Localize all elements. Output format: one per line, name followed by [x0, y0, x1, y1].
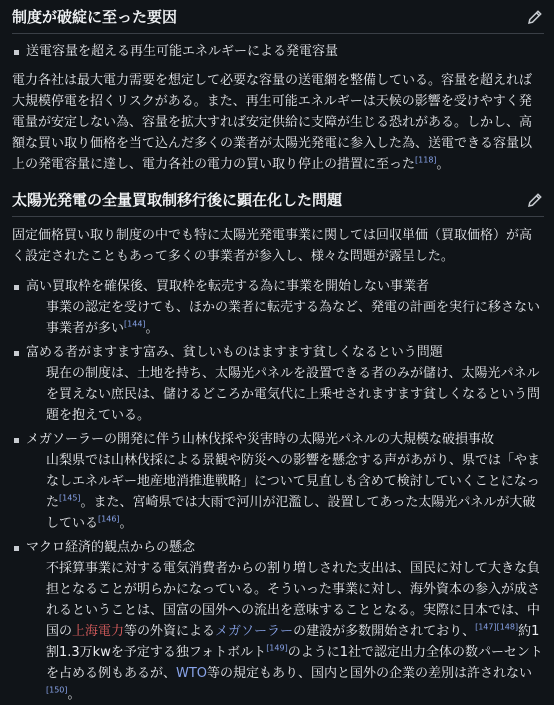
section-heading-row — [12, 6, 544, 34]
problem-list — [12, 277, 544, 705]
item-body: 不採算事業に対する電気消費者からの割り増しされた支出は、国民に対して大きな負担となることが明らかになっている。そういった事業に対し、海外資本の参入が成されるということは、国富の国外への流出を意味することとなる。実際に日本では、中国の上海電力等の外資によるメガソーラーの建設が多数開始されており、[147][148]約1割1.3万kwを予定する独フォトボルト[149]のように1社で認定出力全体の数パーセントを占める例もあるが、WTO等の規定もあり、国内と国外の企業の差別は許されない[150]。 — [46, 561, 543, 702]
section-title: 制度が破綻に至った要因 — [12, 8, 178, 26]
citation-link[interactable]: [149] — [266, 643, 288, 653]
item-heading: マクロ経済的観点からの懸念 — [26, 540, 196, 555]
section-title: 太陽光発電の全量買取制移行後に顕在化した問題 — [12, 191, 343, 209]
citation-link[interactable]: [118] — [415, 155, 437, 165]
mega-solar-link[interactable]: メガソーラー — [215, 624, 294, 639]
section-heading-row — [12, 189, 544, 217]
citation-link[interactable]: [147][148] — [475, 622, 519, 632]
pencil-edit-icon[interactable] — [526, 8, 544, 26]
citation-link[interactable]: [150] — [46, 685, 68, 695]
item-heading: メガソーラーの開発に伴う山林伐採や災害時の太陽光パネルの大規模な破損事故 — [26, 432, 495, 447]
paragraph: 固定価格買い取り制度の中でも特に太陽光発電事業に関しては回収単価（買取価格）が高く設定されたこともあって多くの事業者が参入し、様々な問題が露呈した。 — [12, 228, 533, 264]
list-item — [12, 538, 544, 705]
paragraph: 電力各社は最大電力需要を想定して必要な容量の送電網を整備している。容量を超えれば大規模停電を招くリスクがある。また、再生可能エネルギーは天候の影響を受けやすく発電量が安定しない為、容量を拡大すれば安定供給に支障が生じる恐れがある。しかし、高額な買い取り価格を当て込んだ多くの業者が太陽光発電に参入した為、送電できる容量以上の発電容量に達し、電力各社の電力の買い取り停止の措置に至った[118]。 — [12, 73, 533, 172]
item-heading: 高い買取枠を確保後、買取枠を転売する為に事業を開始しない事業者 — [26, 279, 430, 294]
citation-link[interactable]: [146] — [98, 514, 120, 524]
citation-link[interactable]: [145] — [59, 493, 81, 503]
item-body: 現在の制度は、土地を持ち、太陽光パネルを設置できる者のみが儲け、太陽光パネルを買えない庶民は、儲けるどころか電気代に上乗せされますます貧しくなるという問題を抱えている。 — [46, 366, 541, 423]
list-item — [12, 430, 544, 534]
shanghai-electric-link[interactable]: 上海電力 — [72, 624, 125, 639]
citation-link[interactable]: [144] — [124, 319, 146, 329]
item-heading: 富める者がますます富み、貧しいものはますます貧しくなるという問題 — [26, 345, 443, 360]
list-item: 送電容量を超える再生可能エネルギーによる発電容量 — [12, 42, 544, 62]
item-body: 事業の認定を受けても、ほかの業者に転売する為など、発電の計画を実行に移さない事業者が多い[144]。 — [46, 300, 541, 336]
list-item — [12, 277, 544, 339]
list-item — [12, 343, 544, 426]
item-body: 山梨県では山林伐採による景観や防災への影響を懸念する声があがり、県では「やまなしエネルギー地産地消推進戦略」について見直しも含めて検討していくことになった[145]。また、宮崎県では大雨で河川が氾濫し、設置してあった太陽光パネルが大破している[146]。 — [46, 453, 541, 531]
wto-link[interactable]: WTO — [176, 666, 208, 681]
cause-list — [12, 42, 544, 62]
pencil-edit-icon[interactable] — [526, 191, 544, 209]
